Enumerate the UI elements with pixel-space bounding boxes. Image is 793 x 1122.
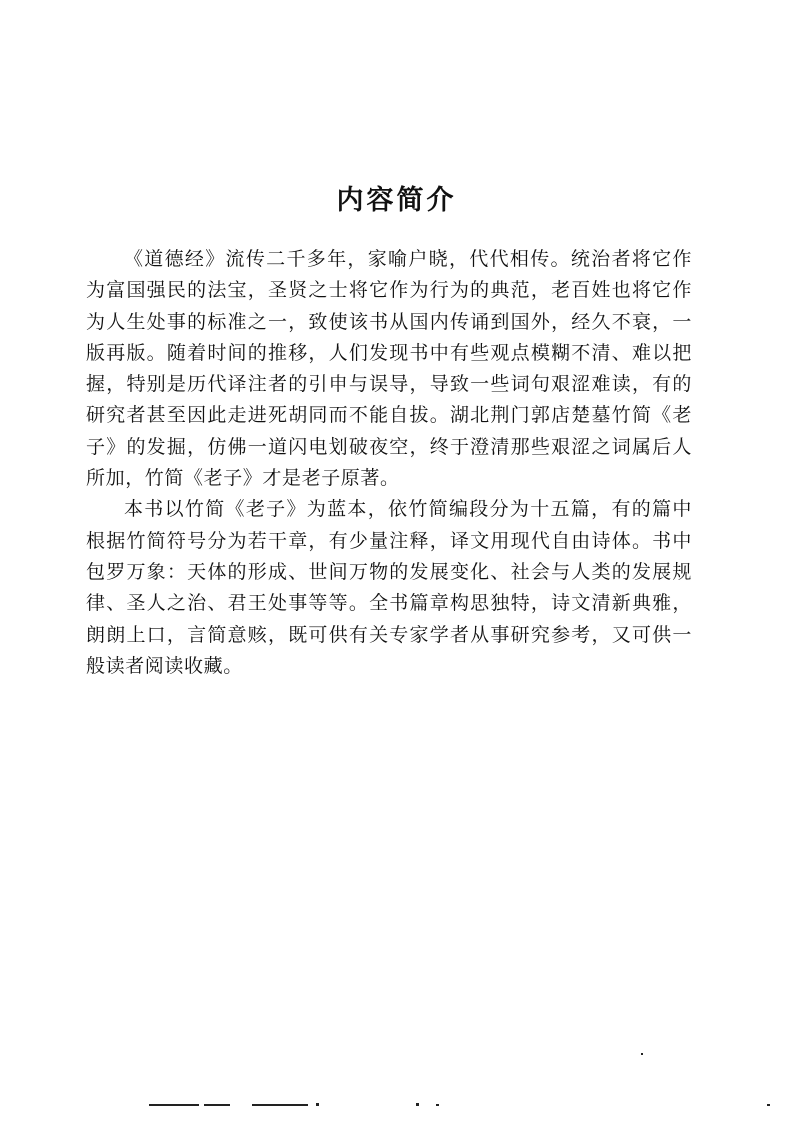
intro-paragraph-1: 《道德经》流传二千多年，家喻户晓，代代相传。统治者将它作为富国强民的法宝，圣贤之士将它作为行为的典范，老百姓也将它作为人生处事的标准之一，致使该书从国内传诵到国外，经久不衰，一版再版。随着时间的推移，人们发现书中有些观点模糊不清、难以把握，特别是历代译注者的引申与误导，导致一些词句艰涩难读，有的研究者甚至因此走进死胡同而不能自拔。湖北荆门郭店楚墓竹简《老子》的发掘，仿佛一道闪电划破夜空，终于澄清那些艰涩之词属后人所加，竹简《老子》才是老子原著。 [86, 248, 692, 490]
page-title: 内容简介 [336, 185, 457, 216]
scan-mark [767, 1104, 770, 1106]
intro-paragraph-2: 本书以竹简《老子》为蓝本，依竹简编段分为十五篇，有的篇中根据竹简符号分为若干章，有少量注释，译文用现代自由诗体。书中包罗万象：天体的形成、世间万物的发展变化、社会与人类的发展规律、圣人之治、君王处事等等。全书篇章构思独特，诗文清新典雅，朗朗上口，言简意赅，既可供有关专家学者从事研究参考，又可供一般读者阅读收藏。 [86, 498, 692, 677]
intro-body [86, 244, 692, 682]
scan-mark [436, 1104, 439, 1106]
scan-mark [204, 1104, 230, 1106]
scan-mark [149, 1104, 199, 1106]
scan-mark [252, 1104, 308, 1106]
scan-mark [641, 1053, 643, 1055]
scan-mark [416, 1103, 419, 1106]
scan-mark [316, 1103, 319, 1106]
